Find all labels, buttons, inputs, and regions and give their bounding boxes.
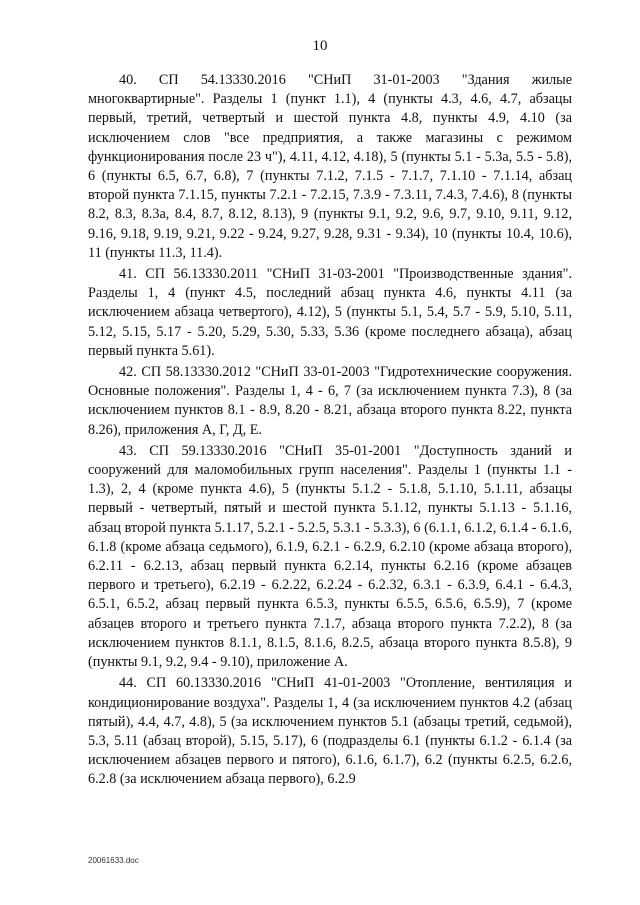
document-body: [88, 71, 572, 792]
list-item-40: 40. СП 54.13330.2016 "СНиП 31-01-2003 "Здания жилые многоквартирные". Разделы 1 (пункт 1.1), 4 (пункты 4.3, 4.6, 4.7, абзацы первый, третий, четвертый и шестой пункта 4.8, пункты 4.9, 4.10 (за исключением слов "все предприятия, а также магазины с режимом функционирования после 23 ч"), 4.11, 4.12, 4.18), 5 (пункты 5.1 - 5.3а, 5.5 - 5.8), 6 (пункты 6.5, 6.7, 6.8), 7 (пункты 7.1.2, 7.1.5 - 7.1.7, 7.1.10 - 7.1.14, абзац второй пункта 7.1.15, пункты 7.2.1 - 7.2.15, 7.3.9 - 7.3.11, 7.4.3, 7.4.6), 8 (пункты 8.2, 8.3, 8.3а, 8.4, 8.7, 8.12, 8.13), 9 (пункты 9.1, 9.2, 9.6, 9.7, 9.10, 9.11, 9.12, 9.16, 9.18, 9.19, 9.21, 9.22 - 9.24, 9.27, 9.28, 9.31 - 9.34), 10 (пункты 10.4, 10.6), 11 (пункты 11.3, 11.4).: [88, 72, 572, 261]
list-item-44: 44. СП 60.13330.2016 "СНиП 41-01-2003 "Отопление, вентиляция и кондиционирование воздуха". Разделы 1, 4 (за исключением пунктов 4.2 (абзац пятый), 4.4, 4.7, 4.8), 5 (за исключением пунктов 5.1 (абзацы третий, седьмой), 5.3, 5.11 (абзац второй), 5.15, 5.17), 6 (подразделы 6.1 (пункты 6.1.2 - 6.1.4 (за исключением абзацев первого и пятого), 6.1.6, 6.1.7), 6.2 (пункты 6.2.5, 6.2.6, 6.2.8 (за исключением абзаца первого), 6.2.9: [88, 675, 572, 788]
list-item-42: 42. СП 58.13330.2012 "СНиП 33-01-2003 "Гидротехнические сооружения. Основные положения". Разделы 1, 4 - 6, 7 (за исключением пункта 7.3), 8 (за исключением пунктов 8.1 - 8.9, 8.20 - 8.21, абзаца второго пункта 8.22, пункта 8.26), приложения А, Г, Д, Е.: [88, 364, 572, 438]
page-number: 10: [312, 38, 328, 54]
list-item-41: 41. СП 56.13330.2011 "СНиП 31-03-2001 "Производственные здания". Разделы 1, 4 (пункт 4.5, последний абзац пункта 4.6, пункты 4.11 (за исключением абзаца четвертого), 4.12), 5 (пункты 5.1, 5.4, 5.7 - 5.9, 5.10, 5.11, 5.12, 5.15, 5.17 - 5.20, 5.29, 5.30, 5.33, 5.36 (кроме последнего абзаца), абзац первый пункта 5.61).: [88, 266, 572, 359]
file-name-footer: 20061633.doc: [88, 856, 139, 865]
list-item-43: 43. СП 59.13330.2016 "СНиП 35-01-2001 "Доступность зданий и сооружений для маломобильных групп населения". Разделы 1 (пункты 1.1 - 1.3), 2, 4 (кроме пункта 4.6), 5 (пункты 5.1.2 - 5.1.8, 5.1.10, 5.1.11, абзацы первый - четвертый, пятый и шестой пункта 5.1.12, пункты 5.1.13 - 5.1.16, абзац второй пункта 5.1.17, 5.2.1 - 5.2.5, 5.3.1 - 5.3.3), 6 (6.1.1, 6.1.2, 6.1.4 - 6.1.6, 6.1.8 (кроме абзаца седьмого), 6.1.9, 6.2.1 - 6.2.9, 6.2.10 (кроме абзаца второго), 6.2.11 - 6.2.13, абзац первый пункта 6.2.14, пункты 6.2.16 (кроме абзацев первого и третьего), 6.2.19 - 6.2.22, 6.2.24 - 6.2.32, 6.3.1 - 6.3.9, 6.4.1 - 6.4.3, 6.5.1, 6.5.2, абзац первый пункта 6.5.3, пункты 6.5.5, 6.5.6, 6.5.9), 7 (кроме абзацев второго и третьего пункта 7.1.7, абзаца второго пункта 7.2.2), 8 (за исключением пунктов 8.1.1, 8.1.5, 8.1.6, 8.2.5, абзаца второго пункта 8.5.8), 9 (пункты 9.1, 9.2, 9.4 - 9.10), приложение А.: [88, 442, 572, 671]
